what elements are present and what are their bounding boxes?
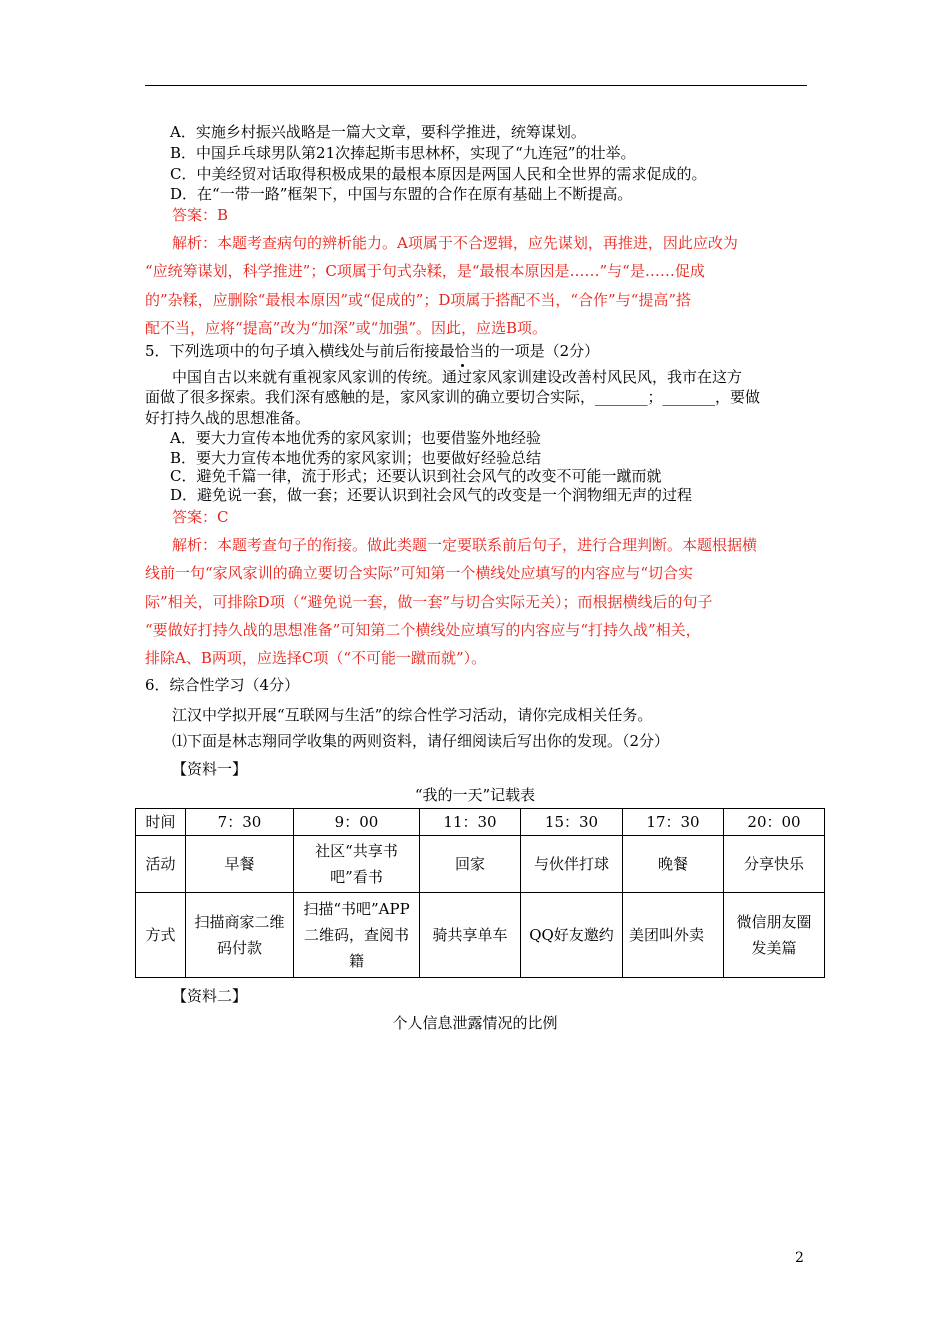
table-cell: 时间 xyxy=(136,809,186,836)
table-cell: 美团叫外卖 xyxy=(623,893,724,978)
q5-passage-line: 面做了很多探索。我们深有感触的是，家风家训的确立要切合实际，_______；_______，要做 xyxy=(145,388,761,406)
q5-option-b: B．要大力宣传本地优秀的家风家训；也要做好经验总结 xyxy=(170,449,542,467)
q5-passage-line: 好打持久战的思想准备。 xyxy=(145,409,311,427)
table-row xyxy=(136,809,825,836)
table-cell: 分享快乐 xyxy=(724,836,825,893)
q4-analysis-line: 解析：本题考查病句的辨析能力。A项属于不合逻辑，应先谋划，再推进，因此应改为 xyxy=(172,234,738,252)
table-cell: 扫描商家二维码付款 xyxy=(186,893,294,978)
q4-option-c: C．中美经贸对话取得积极成果的最根本原因是两国人民和全世界的需求促成的。 xyxy=(170,165,707,183)
header-rule xyxy=(145,85,807,86)
q5-answer: 答案：C xyxy=(172,508,229,526)
table-title: “我的一天”记载表 xyxy=(414,786,536,804)
q5-passage-line: 中国自古以来就有重视家风家训的传统。通过家风家训建设改善村风民风，我市在这方 xyxy=(172,368,743,386)
table-cell: 9：00 xyxy=(294,809,420,836)
table-cell: 微信朋友圈发美篇 xyxy=(724,893,825,978)
table-cell: 活动 xyxy=(136,836,186,893)
q6-intro: 江汉中学拟开展“互联网与生活”的综合性学习活动，请你完成相关任务。 xyxy=(172,706,653,724)
table-cell: 扫描“书吧”APP二维码，查阅书籍 xyxy=(294,893,420,978)
table-cell: 与伙伴打球 xyxy=(521,836,623,893)
table-cell: 晚餐 xyxy=(623,836,724,893)
day-record-table xyxy=(135,808,825,978)
q6-title: 6．综合性学习（4分） xyxy=(145,676,300,694)
table-cell: 7：30 xyxy=(186,809,294,836)
q5-stem-dotted: 最恰当 xyxy=(439,342,485,360)
q4-analysis-line: 的”杂糅，应删除“最根本原因”或“促成的”；D项属于搭配不当，“合作”与“提高”搭 xyxy=(145,291,692,309)
q5-stem xyxy=(145,341,599,361)
q4-analysis-line: 配不当，应将“提高”改为“加深”或“加强”。因此，应选B项。 xyxy=(145,319,548,337)
page-number: 2 xyxy=(795,1250,804,1266)
table-cell: 17：30 xyxy=(623,809,724,836)
chart-title: 个人信息泄露情况的比例 xyxy=(392,1014,558,1032)
q5-option-d: D．避免说一套，做一套；还要认识到社会风气的改变是一个润物细无声的过程 xyxy=(170,486,693,504)
table-row xyxy=(136,893,825,978)
q6-sub1: ⑴下面是林志翔同学收集的两则资料，请仔细阅读后写出你的发现。（2分） xyxy=(172,732,670,750)
table-cell: 11：30 xyxy=(420,809,521,836)
q5-stem-pre: 5．下列选项中的句子填入横线处与前后衔接 xyxy=(145,342,440,360)
q5-analysis-line: “要做好打持久战的思想准备”可知第二个横线处应填写的内容应与“打持久战”相关， xyxy=(145,621,701,639)
q5-analysis-line: 线前一句“家风家训的确立要切合实际”可知第一个横线处应填写的内容应与“切合实 xyxy=(145,564,694,582)
q4-option-a: A．实施乡村振兴战略是一篇大文章，要科学推进，统筹谋划。 xyxy=(170,123,586,141)
q4-option-d: D．在“一带一路”框架下，中国与东盟的合作在原有基础上不断提高。 xyxy=(170,185,633,203)
q5-option-a: A．要大力宣传本地优秀的家风家训；也要借鉴外地经验 xyxy=(170,429,541,447)
q4-option-b: B．中国乒乓球男队第21次捧起斯韦思林杯，实现了“九连冠”的壮举。 xyxy=(170,144,636,162)
material1-label: 【资料一】 xyxy=(172,760,248,778)
q5-analysis-line: 排除A、B两项，应选择C项（“不可能一蹴而就”）。 xyxy=(145,649,487,667)
material2-label: 【资料二】 xyxy=(172,987,248,1005)
table-row xyxy=(136,836,825,893)
table-cell: QQ好友邀约 xyxy=(521,893,623,978)
table-cell: 方式 xyxy=(136,893,186,978)
table-cell: 早餐 xyxy=(186,836,294,893)
q4-analysis-line: “应统筹谋划，科学推进”；C项属于句式杂糅，是“最根本原因是……”与“是……促成 xyxy=(145,262,705,280)
table-cell: 骑共享单车 xyxy=(420,893,521,978)
q5-option-c: C．避免千篇一律，流于形式；还要认识到社会风气的改变不可能一蹴而就 xyxy=(170,467,662,485)
q5-analysis-line: 解析：本题考查句子的衔接。做此类题一定要联系前后句子，进行合理判断。本题根据横 xyxy=(172,536,758,554)
q5-analysis-line: 际”相关，可排除D项（“避免说一套，做一套”与切合实际无关）；而根据横线后的句子 xyxy=(145,593,713,611)
table-cell: 20：00 xyxy=(724,809,825,836)
q4-answer: 答案：B xyxy=(172,206,229,224)
table-cell: 15：30 xyxy=(521,809,623,836)
q5-stem-post: 的一项是（2分） xyxy=(484,342,600,360)
table-cell: 回家 xyxy=(420,836,521,893)
table-cell: 社区“共享书吧”看书 xyxy=(294,836,420,893)
